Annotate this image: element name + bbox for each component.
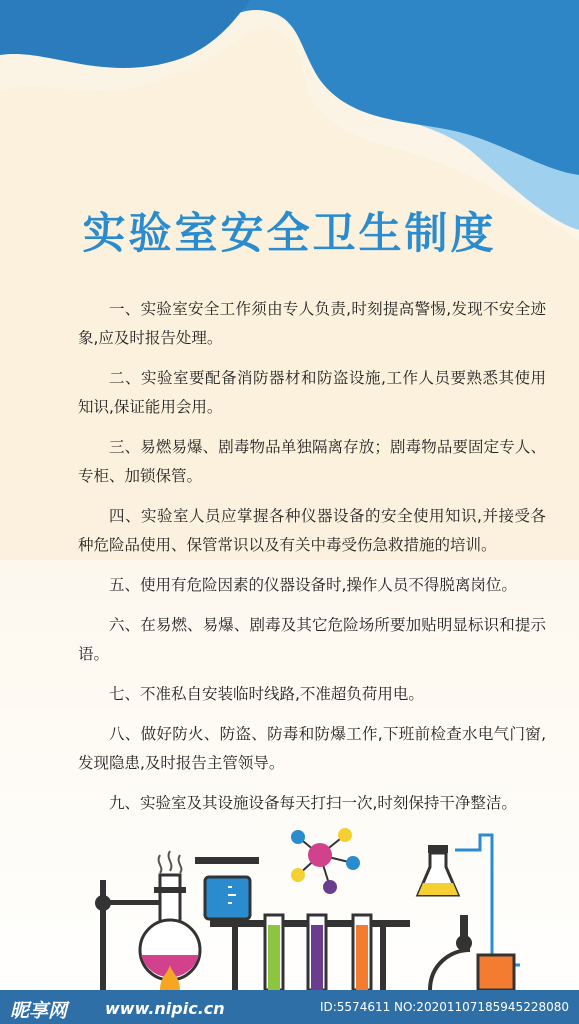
rule-item: 三、易燃易爆、剧毒物品单独隔离存放；剧毒物品要固定专人、专柜、加锁保管。 (78, 438, 546, 485)
site-logo: 昵享网 (10, 1000, 68, 1022)
lab-illustration (0, 815, 579, 990)
test-tube-rack-icon (210, 915, 410, 990)
rule-item: 六、在易燃、易爆、剧毒及其它危险场所要加贴明显标识和提示语。 (78, 616, 546, 663)
watermark-bar (0, 990, 579, 1024)
beaker-icon (195, 857, 259, 919)
rule-item: 五、使用有危险因素的仪器设备时,操作人员不得脱离岗位。 (109, 576, 517, 594)
round-flask-icon (140, 851, 200, 990)
rule-item: 二、实验室要配备消防器材和防盗设施,工作人员要熟悉其使用知识,保证能用会用。 (78, 369, 546, 416)
rule-item: 七、不准私自安装临时线路,不准超负荷用电。 (109, 685, 424, 703)
rule-item: 一、实验室安全工作须由专人负责,时刻提高警惕,发现不安全迹象,应及时报告处理。 (78, 300, 546, 347)
microscope-icon (430, 915, 514, 990)
image-id: ID:5574611 NO:20201107185945228080 (319, 1000, 569, 1014)
rule-item: 八、做好防火、防盗、防毒和防爆工作,下班前检查水电气门窗,发现隐患,及时报告主管领导。 (78, 725, 546, 772)
molecule-icon (291, 828, 360, 894)
rules-list (78, 295, 546, 829)
page-title: 实验室安全卫生制度 (82, 209, 497, 259)
rule-item: 九、实验室及其设施设备每天打扫一次,时刻保持干净整洁。 (109, 794, 517, 812)
site-url: www.nipic.cn (105, 999, 225, 1018)
rule-item: 四、实验室人员应掌握各种仪器设备的安全使用知识,并接受各种危险品使用、保管常识以及有关中毒受伤急救措施的培训。 (78, 507, 546, 554)
